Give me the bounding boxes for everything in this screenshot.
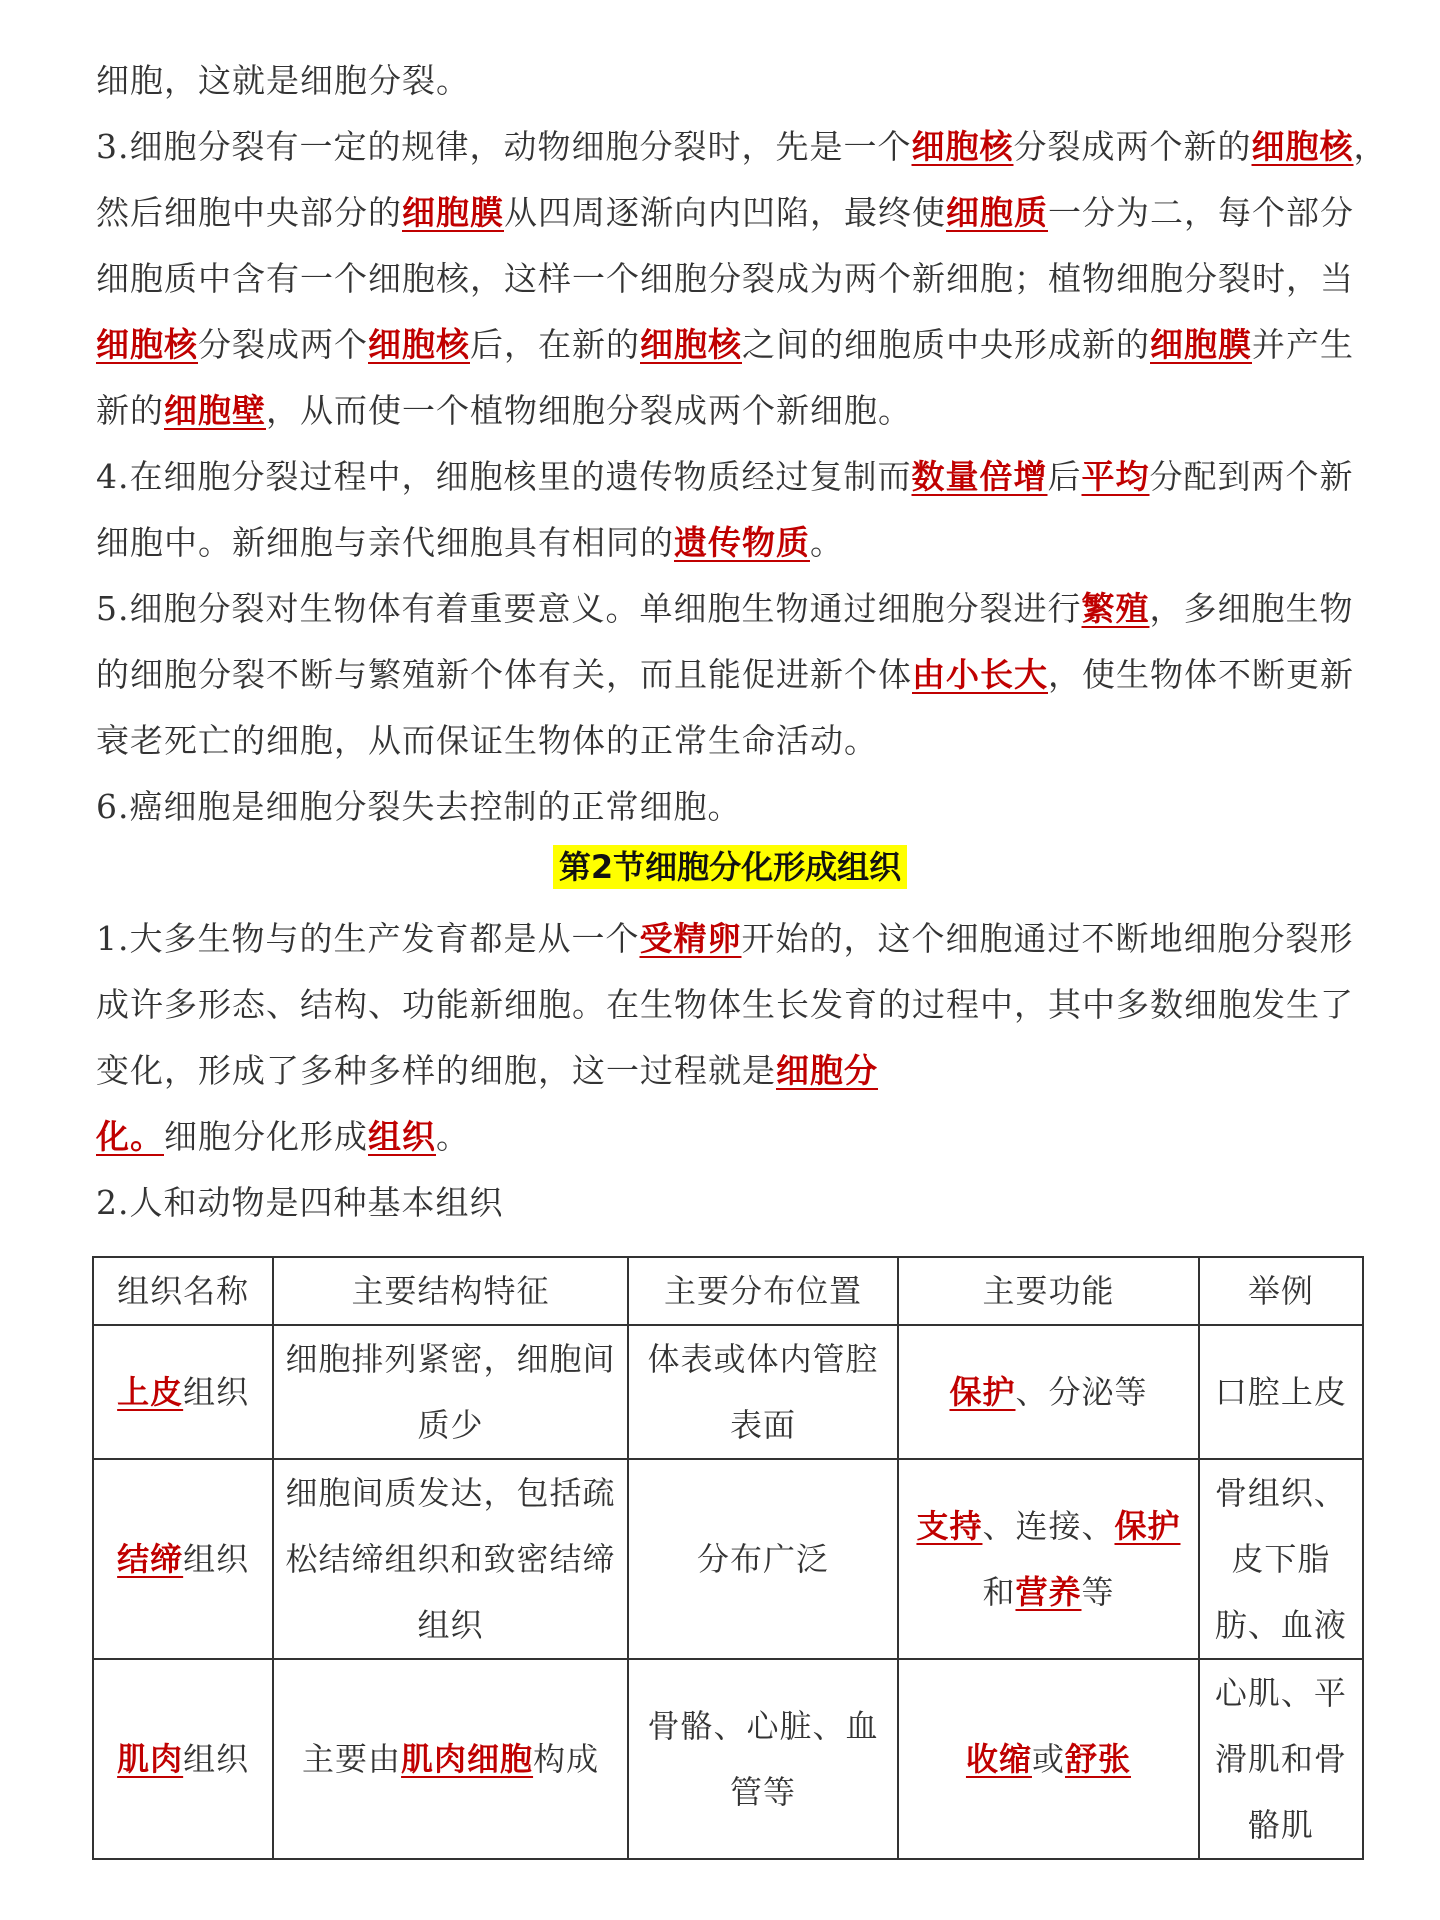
text-run: 细胞，这就是细胞分裂。 — [96, 61, 470, 100]
text-line — [96, 972, 1364, 1038]
text-run: 4.在细胞分裂过程中，细胞核里的遗传物质经过复制而 — [96, 457, 912, 496]
keyword-answer: 细胞分 — [776, 1051, 878, 1090]
text-run: 后 — [1047, 457, 1082, 496]
text-run: 松结缔组织和致密结缔 — [285, 1540, 616, 1578]
section-2-body — [96, 906, 1364, 1236]
keyword-answer: 遗传物质 — [674, 523, 810, 562]
text-run: 组织 — [183, 1740, 250, 1778]
text-run: 和 — [982, 1573, 1016, 1611]
cell-line — [100, 1726, 266, 1792]
text-run: 主要由 — [302, 1740, 402, 1778]
cell-line — [280, 1392, 621, 1458]
text-line — [96, 378, 1364, 444]
keyword-answer: 数量倍增 — [911, 457, 1048, 496]
keyword-answer: 保护 — [1114, 1507, 1181, 1545]
cell-line — [280, 1592, 621, 1658]
text-run: 或 — [1031, 1740, 1065, 1778]
table-row — [93, 1325, 1363, 1459]
keyword-answer: 受精卵 — [639, 919, 742, 958]
cell-line — [100, 1526, 266, 1592]
text-run: 变化，形成了多种多样的细胞，这一过程就是 — [96, 1051, 776, 1090]
text-run: 表面 — [730, 1406, 797, 1444]
text-line — [96, 48, 1364, 114]
cell-line — [1206, 1660, 1356, 1726]
paragraph — [96, 774, 1364, 840]
text-run: 体表或体内管腔 — [647, 1340, 879, 1378]
text-line — [96, 642, 1364, 708]
text-run: 细胞分化形成 — [164, 1117, 368, 1156]
text-run: 骨骼、心脏、血 — [647, 1707, 879, 1745]
text-run: 6.癌细胞是细胞分裂失去控制的正常细胞。 — [96, 787, 742, 826]
keyword-answer: 保护 — [949, 1373, 1016, 1411]
text-run: 一分为二，每个部分 — [1048, 193, 1354, 232]
cell-line — [1206, 1526, 1356, 1592]
text-run: 、分泌等 — [1015, 1373, 1148, 1411]
text-run: 滑肌和骨 — [1214, 1740, 1347, 1778]
text-run: 组织 — [183, 1540, 250, 1578]
table-cell — [1199, 1325, 1363, 1459]
text-line — [96, 1170, 1364, 1236]
text-run: 后，在新的 — [470, 325, 640, 364]
table-header-row — [93, 1257, 1363, 1325]
section-heading: 第2节细胞分化形成组织 — [553, 845, 907, 889]
text-line — [96, 774, 1364, 840]
table-cell — [93, 1325, 273, 1459]
text-run: 口腔上皮 — [1214, 1373, 1347, 1411]
tissue-table — [92, 1256, 1364, 1860]
text-run: 分裂成两个 — [198, 325, 368, 364]
table-cell — [898, 1459, 1198, 1659]
keyword-answer: 组织 — [368, 1117, 436, 1156]
keyword-answer: 营养 — [1015, 1573, 1082, 1611]
text-run: 分裂成两个新的 — [1013, 127, 1252, 166]
paragraph — [96, 114, 1388, 444]
cell-line — [1206, 1592, 1356, 1658]
table-row — [93, 1659, 1363, 1859]
table-body — [93, 1325, 1363, 1859]
text-run: 5.细胞分裂对生物体有着重要意义。单细胞生物通过细胞分裂进行 — [96, 589, 1082, 628]
text-run: 肪、血液 — [1214, 1606, 1347, 1644]
text-run: ，从而使一个植物细胞分裂成两个新细胞。 — [266, 391, 912, 430]
text-run: 。 — [810, 523, 844, 562]
text-run: 3.细胞分裂有一定的规律，动物细胞分裂时，先是一个 — [96, 127, 912, 166]
table-cell — [93, 1659, 273, 1859]
text-run: 、连接、 — [982, 1507, 1115, 1545]
text-run: 分配到两个新 — [1149, 457, 1354, 496]
text-run: 构成 — [533, 1740, 600, 1778]
text-run: 管等 — [730, 1773, 797, 1811]
text-run: 的细胞分裂不断与繁殖新个体有关，而且能促进新个体 — [96, 655, 912, 694]
section-heading-row — [96, 840, 1364, 906]
table-cell — [898, 1659, 1198, 1859]
keyword-answer: 细胞膜 — [402, 193, 504, 232]
text-run: 心肌、平 — [1214, 1674, 1347, 1712]
text-run: 等 — [1081, 1573, 1115, 1611]
text-run: 细胞质中含有一个细胞核，这样一个细胞分裂成为两个新细胞；植物细胞分裂时，当 — [96, 259, 1354, 298]
keyword-answer: 细胞核 — [911, 127, 1014, 166]
text-run: 开始的，这个细胞通过不断地细胞分裂形 — [741, 919, 1354, 958]
keyword-answer: 肌肉细胞 — [401, 1740, 534, 1778]
table-header-cell: 主要结构特征 — [273, 1257, 628, 1325]
text-run: 。 — [436, 1117, 470, 1156]
table-cell — [1199, 1659, 1363, 1859]
text-line — [96, 114, 1388, 180]
table-cell — [93, 1459, 273, 1659]
table-cell — [628, 1659, 898, 1859]
cell-line — [1206, 1460, 1356, 1526]
cell-line — [280, 1326, 621, 1392]
cell-line — [905, 1359, 1191, 1425]
cell-line — [635, 1693, 891, 1759]
paragraph — [96, 48, 1364, 114]
paragraph — [96, 444, 1364, 576]
text-line — [96, 1104, 1364, 1170]
cell-line — [905, 1559, 1191, 1625]
keyword-answer: 舒张 — [1064, 1740, 1131, 1778]
text-line — [96, 510, 1364, 576]
cell-line — [100, 1359, 266, 1425]
text-run: 组织 — [183, 1373, 250, 1411]
document-page — [96, 48, 1388, 1236]
cell-line — [1206, 1359, 1356, 1425]
paragraph — [96, 576, 1364, 774]
keyword-answer: 细胞核 — [640, 325, 742, 364]
keyword-answer: 细胞核 — [368, 325, 470, 364]
text-run: 从四周逐渐向内凹陷，最终使 — [504, 193, 946, 232]
table-header-cell: 举例 — [1199, 1257, 1363, 1325]
text-run: 分布广泛 — [697, 1540, 830, 1578]
keyword-answer: 细胞壁 — [164, 391, 266, 430]
keyword-answer: 细胞膜 — [1150, 325, 1252, 364]
cell-line — [280, 1726, 621, 1792]
text-run: 组织 — [417, 1606, 484, 1644]
paragraph — [96, 1170, 1364, 1236]
table-cell — [1199, 1459, 1363, 1659]
paragraph — [96, 906, 1364, 1170]
text-run: ，使生物体不断更新 — [1048, 655, 1354, 694]
keyword-answer: 上皮 — [117, 1373, 184, 1411]
keyword-answer: 结缔 — [117, 1540, 184, 1578]
table-cell — [628, 1459, 898, 1659]
text-run: 骨组织、 — [1214, 1474, 1347, 1512]
text-run: 并产生 — [1252, 325, 1354, 364]
table-cell — [273, 1459, 628, 1659]
cell-line — [635, 1526, 891, 1592]
text-line — [96, 246, 1364, 312]
keyword-answer: 由小长大 — [912, 655, 1048, 694]
table-cell — [273, 1659, 628, 1859]
keyword-answer: 细胞核 — [96, 325, 198, 364]
text-line — [96, 906, 1364, 972]
text-run: 新的 — [96, 391, 164, 430]
text-run: 然后细胞中央部分的 — [96, 193, 402, 232]
table-cell — [898, 1325, 1198, 1459]
keyword-answer: 支持 — [916, 1507, 983, 1545]
section-1-body — [96, 48, 1388, 840]
cell-line — [905, 1726, 1191, 1792]
text-run: 成许多形态、结构、功能新细胞。在生物体生长发育的过程中，其中多数细胞发生了 — [96, 985, 1354, 1024]
keyword-answer: 肌肉 — [117, 1740, 184, 1778]
cell-line — [635, 1759, 891, 1825]
table-cell — [628, 1325, 898, 1459]
text-line — [96, 1038, 1364, 1104]
text-run: 骼肌 — [1247, 1806, 1314, 1844]
keyword-answer: 化。 — [96, 1117, 164, 1156]
keyword-answer: 细胞核 — [1251, 127, 1354, 166]
cell-line — [635, 1392, 891, 1458]
text-run: 细胞间质发达，包括疏 — [285, 1474, 616, 1512]
cell-line — [1206, 1792, 1356, 1858]
cell-line — [905, 1493, 1191, 1559]
text-line — [96, 180, 1364, 246]
keyword-answer: 细胞质 — [946, 193, 1048, 232]
table-header-cell: 主要功能 — [898, 1257, 1198, 1325]
text-run: ，多细胞生物 — [1149, 589, 1354, 628]
table-header-cell: 主要分布位置 — [628, 1257, 898, 1325]
text-line — [96, 708, 1364, 774]
text-run: 皮下脂 — [1231, 1540, 1331, 1578]
text-run: ， — [1353, 127, 1388, 166]
text-run: 衰老死亡的细胞，从而保证生物体的正常生命活动。 — [96, 721, 878, 760]
text-run: 细胞排列紧密，细胞间 — [285, 1340, 616, 1378]
keyword-answer: 平均 — [1081, 457, 1150, 496]
table-header-cell: 组织名称 — [93, 1257, 273, 1325]
text-line — [96, 444, 1364, 510]
table-row — [93, 1459, 1363, 1659]
text-run: 2.人和动物是四种基本组织 — [96, 1183, 504, 1222]
cell-line — [1206, 1726, 1356, 1792]
cell-line — [280, 1526, 621, 1592]
cell-line — [635, 1326, 891, 1392]
text-run: 之间的细胞质中央形成新的 — [742, 325, 1150, 364]
keyword-answer: 繁殖 — [1081, 589, 1150, 628]
cell-line — [280, 1460, 621, 1526]
text-run: 1.大多生物与的生产发育都是从一个 — [96, 919, 640, 958]
text-run: 质少 — [417, 1406, 484, 1444]
table-cell — [273, 1325, 628, 1459]
keyword-answer: 收缩 — [965, 1740, 1032, 1778]
text-run: 细胞中。新细胞与亲代细胞具有相同的 — [96, 523, 674, 562]
text-line — [96, 576, 1364, 642]
text-line — [96, 312, 1364, 378]
